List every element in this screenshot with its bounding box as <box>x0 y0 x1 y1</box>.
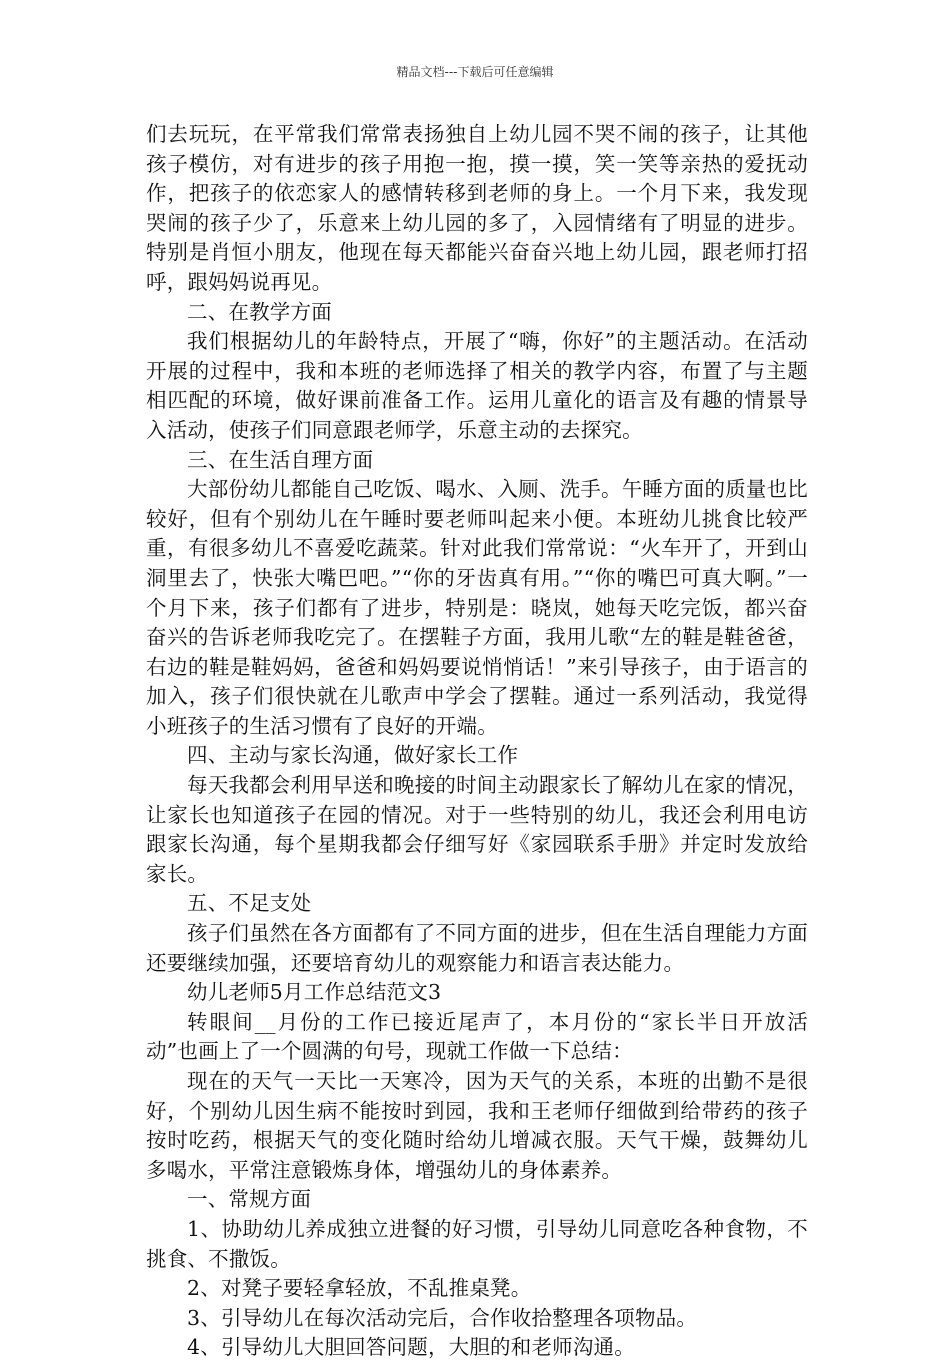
section-heading-teaching: 二、在教学方面 <box>187 299 332 324</box>
paragraph-weather: 现在的天气一天比一天寒冷，因为天气的关系，本班的出勤不是很好，个别幼儿因生病不能按时到园，我和王老师仔细做到给带药的孩子按时吃药，根据天气的变化随时给幼儿增减衣服。天气干燥，鼓舞幼儿多喝水，平常注意锻炼身体，增强幼儿的身体素养。 <box>146 1069 808 1182</box>
paragraph-intro: 转眼间__月份的工作已接近尾声了，本月份的“家长半日开放活动”也画上了一个圆满的句号，现就工作做一下总结： <box>146 1009 808 1064</box>
paragraph-continuation: 们去玩玩，在平常我们常常表扬独自上幼儿园不哭不闹的孩子，让其他孩子模仿，对有进步的孩子用抱一抱，摸一摸，笑一笑等亲热的爱抚动作，把孩子的依恋家人的感情转移到老师的身上。一个月下来，我发现哭闹的孩子少了，乐意来上幼儿园的多了，入园情绪有了明显的进步。特别是肖恒小朋友，他现在每天都能兴奋奋兴地上幼儿园，跟老师打招呼，跟妈妈说再见。 <box>146 122 808 294</box>
page-header: 精品文档---下载后可任意编辑 <box>396 65 554 79</box>
paragraph-parents: 每天我都会利用早送和晚接的时间主动跟家长了解幼儿在家的情况，让家长也知道孩子在园的情况。对于一些特别的幼儿，我还会利用电访跟家长沟通，每个星期我都会仔细写好《家园联系手册》并定时发放给家长。 <box>146 773 808 886</box>
list-item-2: 2、对凳子要轻拿轻放，不乱推桌凳。 <box>187 1276 532 1301</box>
list-item-3: 3、引导幼儿在每次活动完后，合作收拾整理各项物品。 <box>187 1305 698 1330</box>
list-item-4: 4、引导幼儿大胆回答问题，大胆的和老师沟通。 <box>187 1335 635 1360</box>
list-item-1: 1、协助幼儿养成独立进餐的好习惯，引导幼儿同意吃各种食物，不挑食、不撒饭。 <box>146 1216 808 1271</box>
article-title: 幼儿老师5月工作总结范文3 <box>187 980 442 1005</box>
section-heading-routine: 一、常规方面 <box>187 1187 312 1212</box>
document-body <box>146 120 808 1363</box>
section-heading-shortcomings: 五、不足支处 <box>187 891 312 916</box>
paragraph-self-care: 大部份幼儿都能自己吃饭、喝水、入厕、洗手。午睡方面的质量也比较好，但有个别幼儿在午睡时要老师叫起来小便。本班幼儿挑食比较严重，有很多幼儿不喜爱吃蔬菜。针对此我们常常说：“火车开了，开到山洞里去了，快张大嘴巴吧。”“你的牙齿真有用。”“你的嘴巴可真大啊。”一个月下来，孩子们都有了进步，特别是：晓岚，她每天吃完饭，都兴奋奋兴的告诉老师我吃完了。在摆鞋子方面，我用儿歌“左的鞋是鞋爸爸，右边的鞋是鞋妈妈，爸爸和妈妈要说悄悄话！”来引导孩子，由于语言的加入，孩子们很快就在儿歌声中学会了摆鞋。通过一系列活动，我觉得小班孩子的生活习惯有了良好的开端。 <box>146 477 808 738</box>
section-heading-self-care: 三、在生活自理方面 <box>187 447 374 472</box>
paragraph-shortcomings: 孩子们虽然在各方面都有了不同方面的进步，但在生活自理能力方面还要继续加强，还要培育幼儿的观察能力和语言表达能力。 <box>146 921 808 975</box>
section-heading-parents: 四、主动与家长沟通，做好家长工作 <box>187 743 519 768</box>
paragraph-teaching: 我们根据幼儿的年龄特点，开展了“嗨，你好”的主题活动。在活动开展的过程中，我和本班的老师选择了相关的教学内容，布置了与主题相匹配的环境，做好课前准备工作。运用儿童化的语言及有趣的情景导入活动，使孩子们同意跟老师学，乐意主动的去探究。 <box>146 329 808 442</box>
